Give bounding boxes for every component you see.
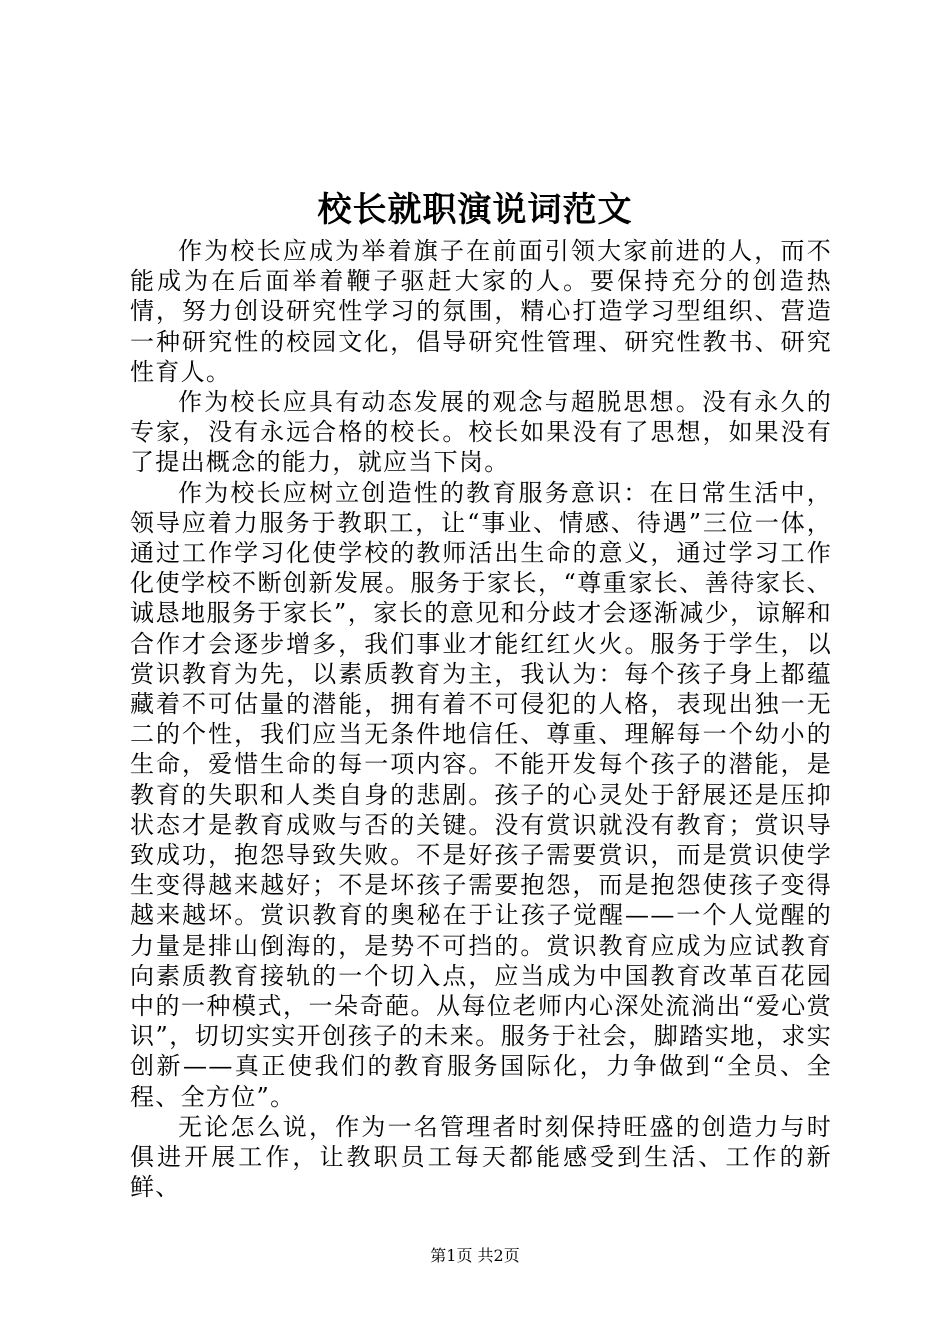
document-body: [130, 236, 832, 1203]
paragraph-4: 无论怎么说，作为一名管理者时刻保持旺盛的创造力与时俱进开展工作，让教职员工每天都能感受到生活、工作的新鲜、: [130, 1112, 832, 1202]
page-footer: 第1页 共2页: [430, 1246, 520, 1265]
paragraph-1: 作为校长应成为举着旗子在前面引领大家前进的人，而不能成为在后面举着鞭子驱赶大家的人。要保持充分的创造热情，努力创设研究性学习的氛围，精心打造学习型组织、营造一种研究性的校园文化，倡导研究性管理、研究性教书、研究性育人。: [130, 237, 832, 386]
paragraph-3: 作为校长应树立创造性的教育服务意识：在日常生活中，领导应着力服务于教职工，让“事业、情感、待遇”三位一体，通过工作学习化使学校的教师活出生命的意义，通过学习工作化使学校不断创新发展。服务于家长，“尊重家长、善待家长、诚恳地服务于家长”，家长的意见和分歧才会逐渐减少，谅解和合作才会逐步增多，我们事业才能红红火火。服务于学生，以赏识教育为先，以素质教育为主，我认为：每个孩子身上都蕴藏着不可估量的潜能，拥有着不可侵犯的人格，表现出独一无二的个性，我们应当无条件地信任、尊重、理解每一个幼小的生命，爱惜生命的每一项内容。不能开发每个孩子的潜能，是教育的失职和人类自身的悲剧。孩子的心灵处于舒展还是压抑状态才是教育成败与否的关键。没有赏识就没有教育；赏识导致成功，抱怨导致失败。不是好孩子需要赏识，而是赏识使学生变得越来越好；不是坏孩子需要抱怨，而是抱怨使孩子变得越来越坏。赏识教育的奥秘在于让孩子觉醒——一个人觉醒的力量是排山倒海的，是势不可挡的。赏识教育应成为应试教育向素质教育接轨的一个切入点，应当成为中国教育改革百花园中的一种模式，一朵奇葩。从每位老师内心深处流淌出“爱心赏识”，切切实实开创孩子的未来。服务于社会，脚踏实地，求实创新——真正使我们的教育服务国际化，力争做到“全员、全程、全方位”。: [130, 478, 832, 1111]
paragraph-2: 作为校长应具有动态发展的观念与超脱思想。没有永久的专家，没有永远合格的校长。校长如果没有了思想，如果没有了提出概念的能力，就应当下岗。: [130, 388, 832, 477]
document-title: 校长就职演说词范文: [317, 190, 633, 230]
